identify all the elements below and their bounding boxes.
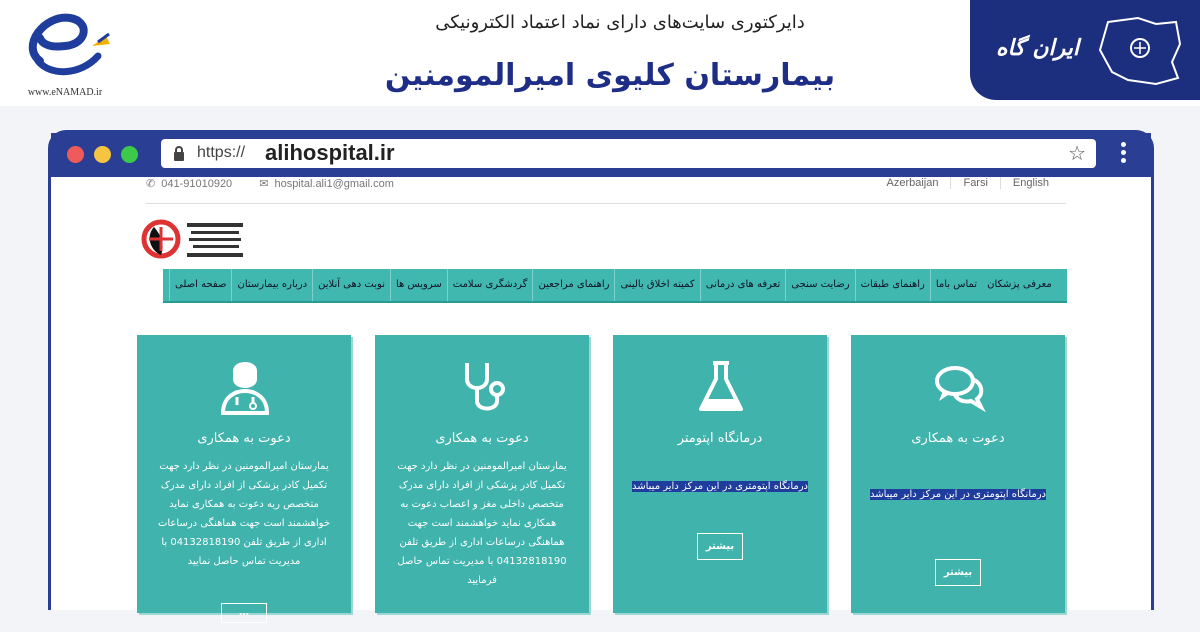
card-title: دعوت به همکاری: [911, 431, 1005, 446]
service-card: [375, 335, 589, 613]
doctor-icon: [219, 357, 271, 417]
menu-item-services[interactable]: سرویس ها: [390, 269, 447, 301]
iran-gah-brand[interactable]: [970, 0, 1200, 100]
enamad-header-band: [0, 0, 1200, 106]
header-divider: [146, 203, 1066, 204]
card-title: دعوت به همکاری: [435, 431, 529, 446]
card-text: درمانگاه اپتومتری در این مرکز دایر میباشد: [869, 489, 1047, 500]
menu-item-contact[interactable]: تماس باما: [930, 269, 982, 301]
browser-menu-icon[interactable]: [1121, 142, 1127, 168]
service-card: [137, 335, 351, 618]
lang-azerbaijan[interactable]: Azerbaijan: [886, 177, 939, 189]
close-window-button[interactable]: [67, 146, 84, 163]
hospital-logo[interactable]: [139, 215, 249, 267]
phone-number[interactable]: 041-91010920: [161, 178, 233, 190]
lang-english[interactable]: English: [1000, 177, 1061, 189]
browser-toolbar: [51, 133, 1151, 177]
mail-icon: ✉: [259, 178, 269, 190]
browser-window: [48, 130, 1154, 618]
card-title: درمانگاه اپتومتر: [677, 431, 763, 446]
service-card: [613, 335, 827, 613]
menu-item-survey[interactable]: رضایت سنجی: [785, 269, 854, 301]
more-button[interactable]: بیشتر: [935, 559, 981, 586]
menu-item-health-tourism[interactable]: گردشگری سلامت: [447, 269, 533, 301]
card-text: درمانگاه اپتومتری در این مرکز دایر میباشد: [631, 481, 809, 492]
lock-icon: [173, 146, 185, 161]
menu-item-ethics-committee[interactable]: کمیته اخلاق بالینی: [614, 269, 699, 301]
stethoscope-icon: [457, 357, 509, 417]
chat-bubbles-icon: [933, 357, 985, 417]
brand-text: ایران گاه: [996, 36, 1080, 61]
menu-item-home[interactable]: صفحه اصلی: [169, 269, 231, 301]
enamad-url[interactable]: www.eNAMAD.ir: [27, 87, 103, 98]
flask-icon: [695, 357, 747, 417]
more-button[interactable]: بیشتر: [697, 533, 743, 560]
maximize-window-button[interactable]: [121, 146, 138, 163]
card-text: یمارستان امیرالمومنین در نظر دارد جهت تکمیل کادر پزشکی از افراد دارای مدرک متخصص ریه دعوت به همکاری نماید خواهشمند است جهت هماهنگی درساعات اداری از طریق تلفن 04132818190 با مدیریت تماس حاصل نمایید: [157, 461, 331, 567]
url-host: alihospital.ir: [265, 140, 395, 165]
menu-item-floors[interactable]: راهنمای طبقات: [855, 269, 930, 301]
menu-item-tariffs[interactable]: تعرفه های درمانی: [700, 269, 786, 301]
address-bar[interactable]: [161, 139, 1096, 168]
lang-farsi[interactable]: Farsi: [950, 177, 999, 189]
main-menu: [163, 269, 1067, 301]
contact-bar: [146, 177, 400, 190]
phone-icon: ✆: [146, 178, 156, 190]
enamad-logo: [10, 6, 120, 98]
language-switcher: [874, 177, 1061, 189]
menu-item-about[interactable]: درباره بیمارستان: [231, 269, 312, 301]
enamad-e-icon: [10, 6, 120, 86]
card-text: یمارستان امیرالمومنین در نظر دارد جهت تکمیل کادر پزشکی از افراد دارای مدرک متخصص داخلی مغز و اعصاب دعوت به همکاری نماید خواهشمند است جهت هماهنگی درساعات اداری از طریق تلفن 04132818190 با مدیریت تماس حاصل فرمایید: [397, 461, 567, 586]
url-scheme: https://: [197, 144, 246, 161]
more-button[interactable]: …: [221, 603, 267, 623]
menu-item-online-booking[interactable]: نوبت دهی آنلاین: [312, 269, 390, 301]
card-title: دعوت به همکاری: [197, 431, 291, 446]
page-subtitle: دایرکتوری سایت‌های دارای نماد اعتماد الکترونیکی: [435, 12, 805, 33]
bookmark-star-icon[interactable]: ☆: [1068, 141, 1086, 165]
page-title: بیمارستان کلیوی امیرالمومنین: [384, 58, 836, 93]
email-address[interactable]: hospital.ali1@gmail.com: [274, 178, 394, 190]
menu-item-doctors[interactable]: معرفی پزشکان: [987, 279, 1052, 290]
service-card: [851, 335, 1065, 613]
menu-item-guide[interactable]: راهنمای مراجعین: [532, 269, 614, 301]
minimize-window-button[interactable]: [94, 146, 111, 163]
